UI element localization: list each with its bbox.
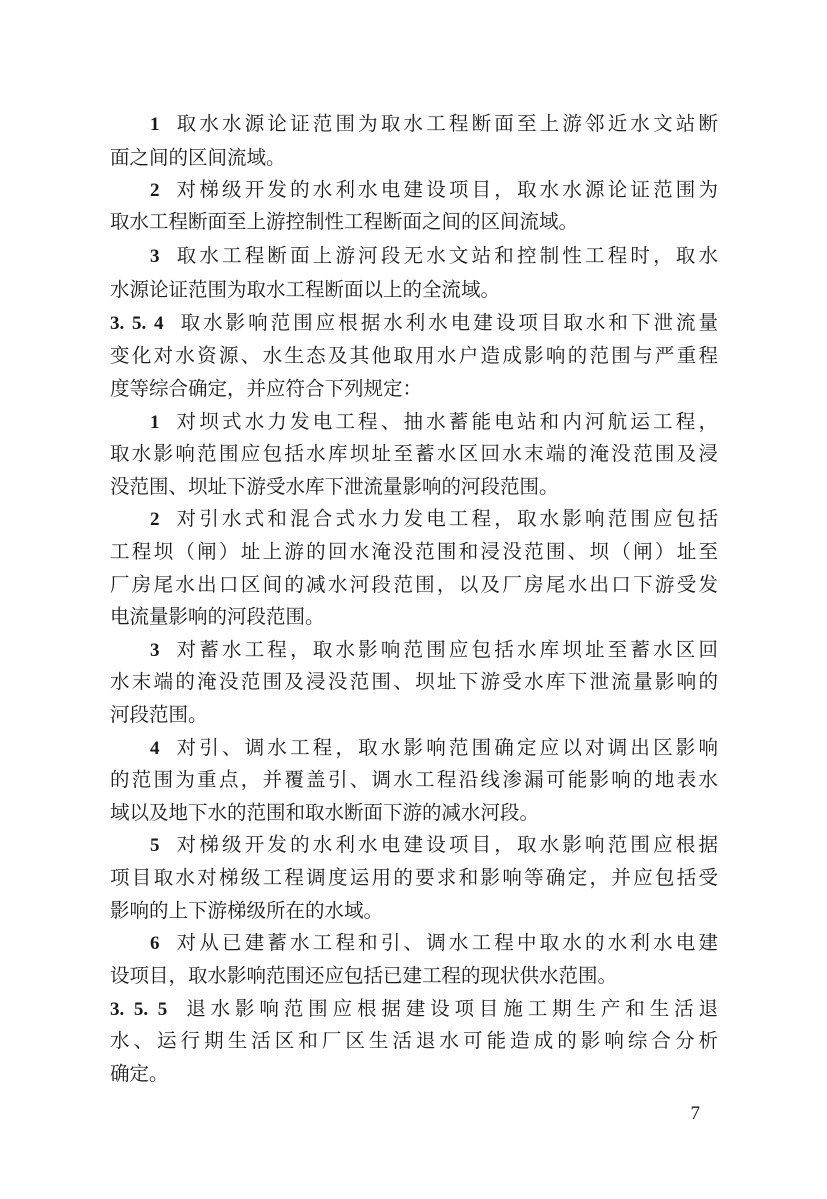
line-text: 水、运行期生活区和厂区生活退水可能造成的影响综合分析 (110, 1029, 718, 1052)
paragraph-2-line-2 (110, 206, 718, 238)
item-number: 6 (150, 933, 160, 954)
page-number: 7 (690, 1103, 700, 1124)
item-3-line-3 (110, 699, 718, 731)
item-1-line-3 (110, 471, 718, 503)
item-5-line-3 (110, 895, 718, 927)
clause-number: 3. 5. 5 (110, 999, 168, 1020)
item-2-line-4 (110, 601, 718, 633)
item-number: 2 (150, 180, 160, 201)
item-4-line-1 (150, 732, 718, 764)
line-text: 域以及地下水的范围和取水断面下游的减水河段。 (110, 801, 540, 824)
line-text: 对梯级开发的水利水电建设项目，取水影响范围应根据 (173, 833, 718, 856)
line-text: 没范围、坝址下游受水库下泄流量影响的河段范围。 (110, 475, 559, 498)
clause-3-5-5-line-2 (110, 1025, 718, 1057)
line-text: 取水工程断面至上游控制性工程断面之间的区间流域。 (110, 210, 579, 233)
item-number: 3 (150, 640, 160, 661)
line-text: 厂房尾水出口区间的减水河段范围，以及厂房尾水出口下游受发 (110, 573, 718, 596)
line-text: 对坝式水力发电工程、抽水蓄能电站和内河航运工程， (173, 410, 718, 433)
item-number: 5 (150, 835, 160, 856)
item-2-line-2 (110, 536, 718, 568)
item-3-line-1 (150, 634, 718, 666)
line-text: 影响的上下游梯级所在的水域。 (110, 899, 384, 922)
line-text: 对梯级开发的水利水电建设项目，取水水源论证范围为 (173, 178, 718, 201)
line-text: 水源论证范围为取水工程断面以上的全流域。 (110, 278, 501, 301)
line-text: 取水影响范围应根据水利水电建设项目取水和下泄流量 (177, 311, 718, 334)
paragraph-1-line-2 (110, 142, 718, 174)
item-number: 2 (150, 509, 160, 530)
item-1-line-2 (110, 438, 718, 470)
clause-3-5-4-line-1 (110, 307, 718, 339)
line-text: 河段范围。 (110, 703, 208, 726)
paragraph-1-line-1 (150, 108, 718, 140)
line-text: 对蓄水工程，取水影响范围应包括水库坝址至蓄水区回 (173, 638, 718, 661)
line-text: 对引水式和混合式水力发电工程，取水影响范围应包括 (173, 507, 718, 530)
line-text: 度等综合确定，并应符合下列规定： (110, 377, 423, 400)
line-text: 确定。 (110, 1062, 169, 1085)
clause-number: 3. 5. 4 (110, 313, 164, 334)
item-1-line-1 (150, 406, 718, 438)
paragraph-3-line-2 (110, 274, 718, 306)
item-6-line-2 (110, 960, 718, 992)
clause-3-5-4-line-2 (110, 340, 718, 372)
paragraph-3-line-1 (150, 240, 718, 272)
line-text: 取水工程断面上游河段无水文站和控制性工程时，取水 (173, 244, 718, 267)
item-number: 1 (150, 412, 160, 433)
item-number: 4 (150, 738, 160, 759)
line-text: 取水影响范围应包括水库坝址至蓄水区回水末端的淹没范围及浸 (110, 442, 718, 465)
line-text: 面之间的区间流域。 (110, 146, 286, 169)
clause-3-5-5-line-3 (110, 1058, 718, 1090)
clause-3-5-5-line-1 (110, 993, 718, 1025)
line-text: 设项目，取水影响范围还应包括已建工程的现状供水范围。 (110, 964, 618, 987)
paragraph-2-line-1 (150, 174, 718, 206)
line-text: 变化对水资源、水生态及其他取用水户造成影响的范围与严重程 (110, 344, 718, 367)
item-3-line-2 (110, 666, 718, 698)
item-5-line-1 (150, 829, 718, 861)
line-text: 工程坝（闸）址上游的回水淹没范围和浸没范围、坝（闸）址至 (110, 540, 718, 563)
line-text: 的范围为重点，并覆盖引、调水工程沿线渗漏可能影响的地表水 (110, 768, 718, 791)
line-text: 取水水源论证范围为取水工程断面至上游邻近水文站断 (173, 112, 718, 135)
item-2-line-3 (110, 569, 718, 601)
line-text: 项目取水对梯级工程调度运用的要求和影响等确定，并应包括受 (110, 866, 718, 889)
line-text: 退水影响范围应根据建设项目施工期生产和生活退 (181, 997, 718, 1020)
line-text: 水末端的淹没范围及浸没范围、坝址下游受水库下泄流量影响的 (110, 670, 718, 693)
item-4-line-2 (110, 764, 718, 796)
item-number: 1 (150, 114, 160, 135)
line-text: 对引、调水工程，取水影响范围确定应以对调出区影响 (173, 736, 718, 759)
line-text: 对从已建蓄水工程和引、调水工程中取水的水利水电建 (173, 931, 718, 954)
item-4-line-3 (110, 797, 718, 829)
item-6-line-1 (150, 927, 718, 959)
line-text: 电流量影响的河段范围。 (110, 605, 325, 628)
item-5-line-2 (110, 862, 718, 894)
item-2-line-1 (150, 503, 718, 535)
clause-3-5-4-line-3 (110, 373, 718, 405)
item-number: 3 (150, 246, 160, 267)
